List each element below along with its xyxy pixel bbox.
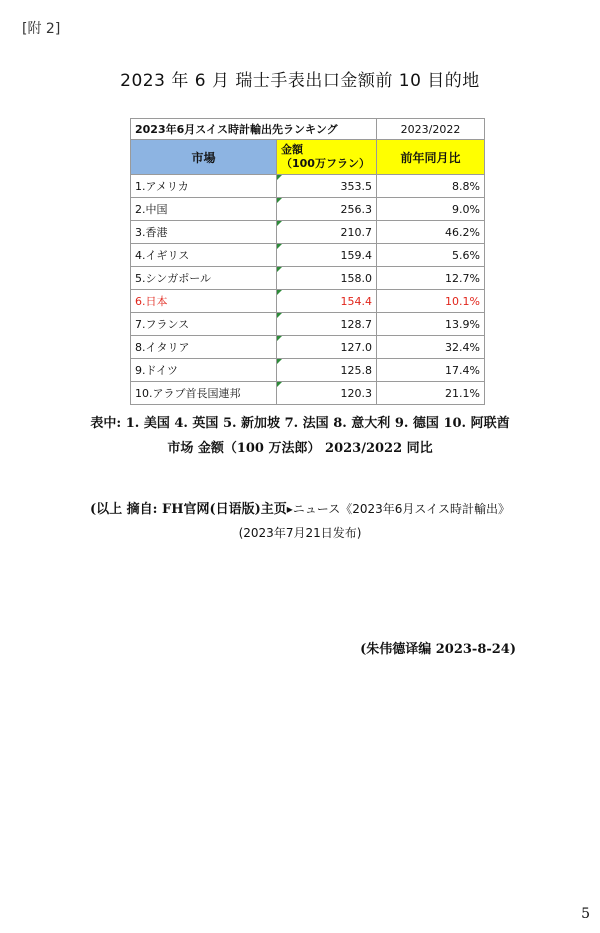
header-market: 市場	[131, 140, 277, 175]
amount-cell: 128.7	[277, 313, 377, 336]
translator-credit: (朱伟德译编 2023-8-24)	[360, 642, 516, 657]
table-caption: 2023年6月スイス時計輸出先ランキング	[131, 119, 377, 140]
amount-cell: 154.4	[277, 290, 377, 313]
table-header-row	[131, 140, 485, 175]
table-row	[131, 175, 485, 198]
market-cell: 3.香港	[131, 221, 277, 244]
market-cell: 4.イギリス	[131, 244, 277, 267]
amount-cell: 353.5	[277, 175, 377, 198]
source-prefix: (以上	[89, 502, 127, 517]
table-row	[131, 336, 485, 359]
table-row	[131, 198, 485, 221]
appendix-label: [附 2]	[22, 21, 61, 37]
amount-cell: 256.3	[277, 198, 377, 221]
ratio-cell: 12.7%	[377, 267, 485, 290]
market-cell: 7.フランス	[131, 313, 277, 336]
amount-cell: 125.8	[277, 359, 377, 382]
amount-cell: 120.3	[277, 382, 377, 405]
ratio-cell: 17.4%	[377, 359, 485, 382]
market-cell: 10.アラブ首長国連邦	[131, 382, 277, 405]
source-line	[0, 498, 600, 517]
source-news-title: ▸ニュース《2023年6月スイス時計輸出》	[286, 502, 511, 516]
market-cell: 9.ドイツ	[131, 359, 277, 382]
market-cell: 2.中国	[131, 198, 277, 221]
ratio-cell: 13.9%	[377, 313, 485, 336]
ratio-year-label: 2023/2022	[377, 119, 485, 140]
market-cell: 1.アメリカ	[131, 175, 277, 198]
table-notes-legend: 表中: 1. 美国 4. 英国 5. 新加坡 7. 法国 8. 意大利 9. 德国 10. 阿联酋	[90, 416, 510, 431]
header-ratio: 前年同月比	[377, 140, 485, 175]
table-row	[131, 267, 485, 290]
amount-cell: 210.7	[277, 221, 377, 244]
ratio-cell: 21.1%	[377, 382, 485, 405]
amount-cell: 159.4	[277, 244, 377, 267]
ratio-cell: 10.1%	[377, 290, 485, 313]
market-cell: 8.イタリア	[131, 336, 277, 359]
page-title: 2023 年 6 月 瑞士手表出口金额前 10 目的地	[120, 71, 480, 91]
table-row	[131, 359, 485, 382]
table-row	[131, 313, 485, 336]
table-row	[131, 221, 485, 244]
source-date: (2023年7月21日发布)	[238, 526, 362, 540]
ranking-table	[130, 118, 485, 405]
header-amount-line2: （100万フラン）	[281, 157, 370, 170]
table-row	[131, 244, 485, 267]
ratio-cell: 8.8%	[377, 175, 485, 198]
amount-cell: 127.0	[277, 336, 377, 359]
page-number: 5	[581, 906, 590, 922]
ratio-cell: 9.0%	[377, 198, 485, 221]
table-row	[131, 382, 485, 405]
ratio-cell: 46.2%	[377, 221, 485, 244]
ratio-cell: 32.4%	[377, 336, 485, 359]
table-row-highlighted	[131, 290, 485, 313]
ratio-cell: 5.6%	[377, 244, 485, 267]
source-excerpt: 摘自: FH官网(日语版)主页	[126, 502, 287, 517]
market-cell: 6.日本	[131, 290, 277, 313]
amount-cell: 158.0	[277, 267, 377, 290]
market-cell: 5.シンガポール	[131, 267, 277, 290]
header-amount	[277, 140, 377, 175]
header-amount-line1: 金額	[281, 143, 303, 156]
table-notes-columns: 市场 金额（100 万法郎） 2023/2022 同比	[167, 441, 433, 456]
table-caption-row	[131, 119, 485, 140]
